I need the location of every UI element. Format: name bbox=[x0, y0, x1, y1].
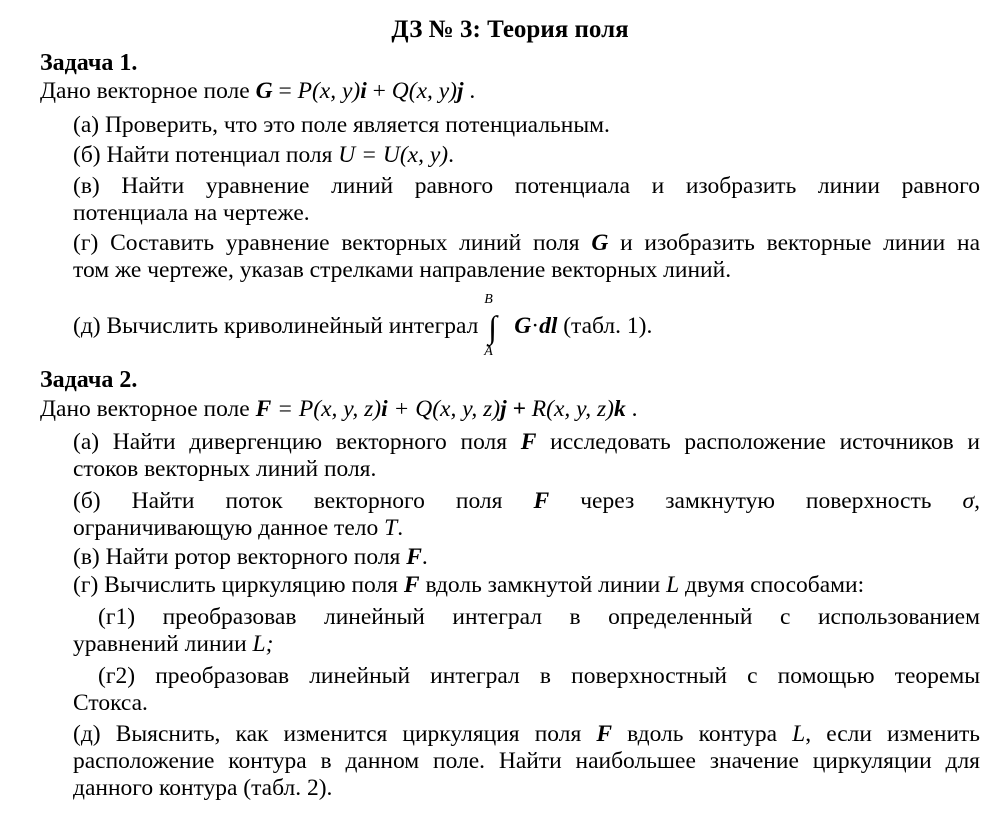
task1-heading: Задача 1. bbox=[40, 50, 138, 76]
task2-item-e-text-c: , если изменить bbox=[805, 721, 981, 747]
task1-item-d-line1 bbox=[73, 230, 980, 257]
task2-item-b-line2-end: . bbox=[397, 515, 404, 541]
task2-item-e-text-a: (д) Выяснить, как изменится циркуляция поля bbox=[73, 721, 597, 747]
task2-item-c-F: F bbox=[406, 544, 422, 570]
task2-item-d1-line1: (г1) преобразовав линейный интеграл в определенный с использованием bbox=[98, 604, 980, 630]
task2-item-c-end: . bbox=[421, 544, 428, 570]
document-page bbox=[40, 0, 980, 815]
task2-item-d-F: F bbox=[403, 572, 420, 598]
task1-item-d-text-b: и изобразить векторные линии на bbox=[608, 230, 980, 256]
task1-item-b-formula: U = U(x, y) bbox=[338, 142, 449, 168]
task2-item-e-line3: данного контура (табл. 2). bbox=[73, 775, 333, 801]
task2-formula-p: = P(x, y, z) bbox=[271, 396, 382, 422]
task1-item-e-end: (табл. 1). bbox=[557, 313, 653, 339]
task1-intro bbox=[40, 78, 475, 105]
task1-formula-G: G bbox=[255, 78, 273, 104]
task2-formula-end: . bbox=[625, 396, 638, 422]
task1-item-b bbox=[73, 142, 454, 169]
task1-item-b-end: . bbox=[448, 142, 454, 168]
task2-item-e-line2: расположение контура в данном поле. Найти наибольшее значение циркуляции для bbox=[73, 748, 980, 774]
task2-formula-i: i bbox=[381, 396, 388, 422]
task2-item-b-line2 bbox=[73, 515, 403, 542]
task2-item-d2-line1: (г2) преобразовав линейный интеграл в поверхностный с помощью теоремы bbox=[98, 663, 980, 689]
task1-item-d-G: G bbox=[591, 230, 609, 256]
task2-formula-q: + Q(x, y, z) bbox=[387, 396, 501, 422]
task1-formula-args: (x, y) bbox=[311, 78, 361, 104]
task2-item-c bbox=[73, 544, 428, 571]
task1-formula-end: . bbox=[463, 78, 476, 104]
task2-formula-F: F bbox=[255, 396, 272, 422]
task2-item-d2-line2: Стокса. bbox=[73, 690, 148, 716]
task2-item-d1-line2 bbox=[73, 631, 273, 658]
task1-item-e-G: G bbox=[514, 313, 532, 339]
integral-symbol: B ∫ A bbox=[484, 292, 498, 359]
task1-formula-eq: = bbox=[272, 78, 298, 104]
task2-item-b-T: T bbox=[384, 515, 398, 541]
task2-item-d-text-b: вдоль замкнутой линии bbox=[419, 572, 667, 598]
task1-item-d-line2: том же чертеже, указав стрелками направление векторных линий. bbox=[73, 257, 732, 283]
task2-item-a-line2: стоков векторных линий поля. bbox=[73, 456, 377, 482]
task2-item-e-line1 bbox=[73, 721, 980, 748]
task1-item-b-text: (б) Найти потенциал поля bbox=[73, 142, 339, 168]
task2-item-b-text-b: через замкнутую поверхность bbox=[549, 488, 963, 514]
task1-formula-j: j bbox=[457, 78, 464, 104]
task2-item-e-L: L bbox=[792, 721, 806, 747]
task2-item-e-F: F bbox=[596, 721, 613, 747]
integral-upper-limit: B bbox=[484, 292, 493, 307]
task1-intro-text: Дано векторное поле bbox=[40, 78, 256, 104]
task1-item-a: (а) Проверить, что это поле является потенциальным. bbox=[73, 112, 610, 138]
task2-item-b-line1 bbox=[73, 488, 980, 515]
task1-formula-plus: + bbox=[366, 78, 392, 104]
task1-formula-Q: Q bbox=[391, 78, 409, 104]
task2-item-b-text-a: (б) Найти поток векторного поля bbox=[73, 488, 534, 514]
task2-item-a-text-b: исследовать расположение источников и bbox=[536, 429, 980, 455]
page-title: ДЗ № 3: Теория поля bbox=[391, 16, 629, 43]
task1-item-e-text: (д) Вычислить криволинейный интеграл bbox=[73, 313, 485, 339]
task2-item-d1-line2-text: уравнений линии bbox=[73, 631, 253, 657]
task2-item-a-line1 bbox=[73, 429, 980, 456]
task2-item-b-line2-text: ограничивающую данное тело bbox=[73, 515, 385, 541]
task2-formula-k: k bbox=[614, 396, 626, 422]
task2-item-b-sigma: σ, bbox=[962, 488, 980, 514]
task2-item-d bbox=[73, 572, 864, 599]
task2-formula-r: R(x, y, z) bbox=[531, 396, 614, 422]
task1-formula-i: i bbox=[360, 78, 367, 104]
task2-item-a-F: F bbox=[520, 429, 537, 455]
task1-item-c-line2: потенциала на чертеже. bbox=[73, 200, 310, 226]
task2-item-a-text-a: (а) Найти дивергенцию векторного поля bbox=[73, 429, 521, 455]
task1-formula-args2: (x, y) bbox=[408, 78, 458, 104]
task1-formula-P: P bbox=[297, 78, 312, 104]
task1-item-e-dot: · bbox=[531, 313, 540, 339]
task2-intro-text: Дано векторное поле bbox=[40, 396, 256, 422]
task2-item-b-F: F bbox=[533, 488, 550, 514]
task2-item-d-text-c: двумя способами: bbox=[679, 572, 865, 598]
task2-item-d1-L: L; bbox=[252, 631, 274, 657]
task2-formula-plus: + bbox=[506, 396, 532, 422]
task1-item-c-line1: (в) Найти уравнение линий равного потенциала и изобразить линии равного bbox=[73, 173, 980, 199]
task2-item-c-text: (в) Найти ротор векторного поля bbox=[73, 544, 407, 570]
task1-item-d-text-a: (г) Составить уравнение векторных линий поля bbox=[73, 230, 592, 256]
task2-item-d-L: L bbox=[666, 572, 680, 598]
task2-intro bbox=[40, 396, 638, 423]
task1-item-e bbox=[73, 292, 653, 359]
task2-formula-j: j bbox=[500, 396, 507, 422]
task2-heading: Задача 2. bbox=[40, 367, 138, 393]
integral-lower-limit: A bbox=[484, 344, 493, 359]
task2-item-e-text-b: вдоль контура bbox=[612, 721, 793, 747]
task2-item-d-text-a: (г) Вычислить циркуляцию поля bbox=[73, 572, 404, 598]
task1-item-e-dl: dl bbox=[539, 313, 558, 339]
